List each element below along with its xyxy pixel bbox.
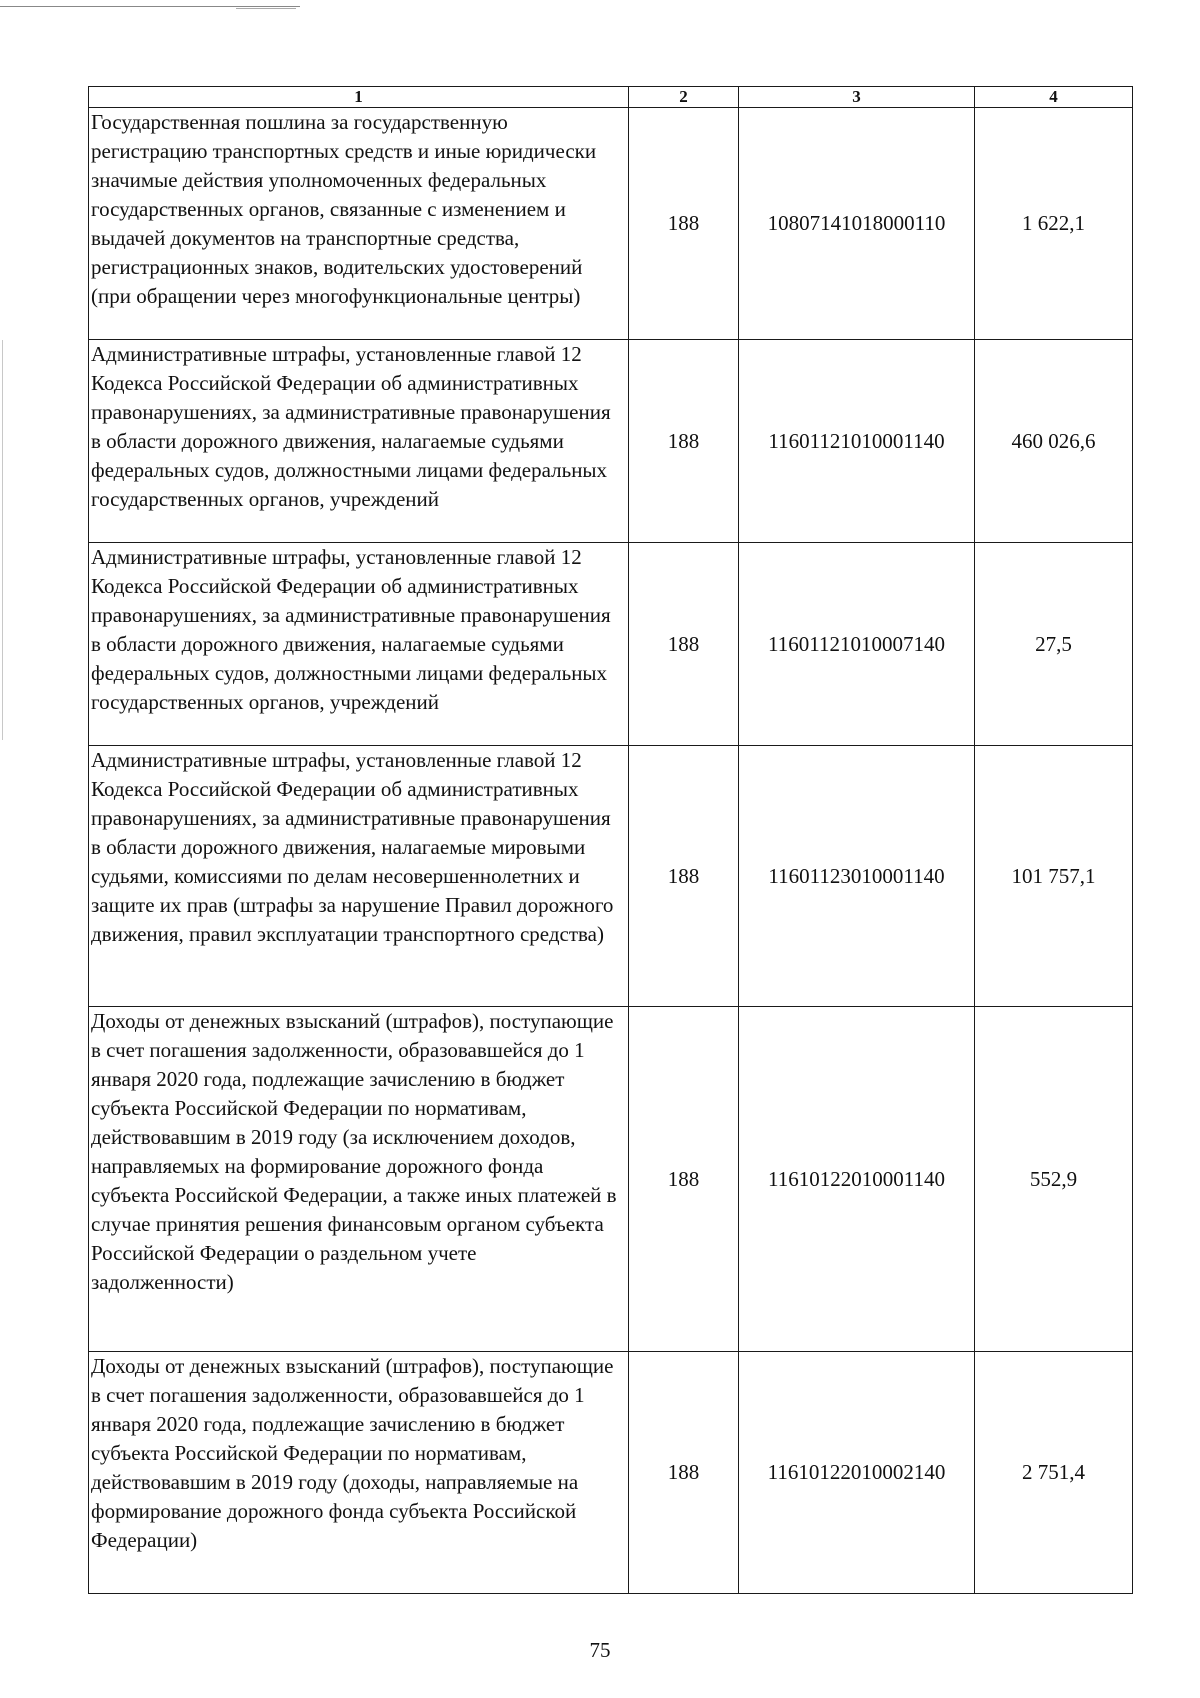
- row-description: Государственная пошлина за государственную регистрацию транспортных средств и иные юридически значимые действия уполномоченных федеральных государственных органов, связанные с изменением и выдачей документов на транспортные средства, регистрационных знаков, водительских удостоверений (при обращении через многофункциональные центры): [89, 108, 629, 340]
- row-admin-code: 188: [629, 1352, 739, 1594]
- table-row: [89, 746, 1133, 1007]
- row-budget-code: 11601121010007140: [739, 543, 975, 746]
- row-amount: 1 622,1: [975, 108, 1133, 340]
- row-admin-code: 188: [629, 1007, 739, 1352]
- scan-artifact-line: [236, 8, 296, 9]
- row-description: Административные штрафы, установленные главой 12 Кодекса Российской Федерации об административных правонарушениях, за административные правонарушения в области дорожного движения, налагаемые судьями федеральных судов, должностными лицами федеральных государственных органов, учреждений: [89, 340, 629, 543]
- row-admin-code: 188: [629, 543, 739, 746]
- row-amount: 552,9: [975, 1007, 1133, 1352]
- column-number-4: 4: [975, 87, 1133, 108]
- row-description: Доходы от денежных взысканий (штрафов), поступающие в счет погашения задолженности, образовавшейся до 1 января 2020 года, подлежащие зачислению в бюджет субъекта Российской Федерации по нормативам, действовавшим в 2019 году (за исключением доходов, направляемых на формирование дорожного фонда субъекта Российской Федерации, а также иных платежей в случае принятия решения финансовым органом субъекта Российской Федерации о раздельном учете задолженности): [89, 1007, 629, 1352]
- revenue-table: [88, 86, 1133, 1594]
- scan-artifact-edge: [2, 340, 3, 740]
- row-amount: 101 757,1: [975, 746, 1133, 1007]
- column-number-3: 3: [739, 87, 975, 108]
- row-description: Административные штрафы, установленные главой 12 Кодекса Российской Федерации об административных правонарушениях, за административные правонарушения в области дорожного движения, налагаемые мировыми судьями, комиссиями по делам несовершеннолетних и защите их прав (штрафы за нарушение Правил дорожного движения, правил эксплуатации транспортного средства): [89, 746, 629, 1007]
- row-admin-code: 188: [629, 340, 739, 543]
- row-description: Доходы от денежных взысканий (штрафов), поступающие в счет погашения задолженности, образовавшейся до 1 января 2020 года, подлежащие зачислению в бюджет субъекта Российской Федерации по нормативам, действовавшим в 2019 году (доходы, направляемые на формирование дорожного фонда субъекта Российской Федерации): [89, 1352, 629, 1594]
- row-amount: 27,5: [975, 543, 1133, 746]
- table-row: [89, 1007, 1133, 1352]
- row-budget-code: 10807141018000110: [739, 108, 975, 340]
- row-budget-code: 11601121010001140: [739, 340, 975, 543]
- column-number-row: [89, 87, 1133, 108]
- table-row: [89, 543, 1133, 746]
- row-admin-code: 188: [629, 746, 739, 1007]
- row-budget-code: 11610122010002140: [739, 1352, 975, 1594]
- row-amount: 460 026,6: [975, 340, 1133, 543]
- page-number: 75: [589, 1638, 611, 1662]
- column-number-1: 1: [89, 87, 629, 108]
- row-admin-code: 188: [629, 108, 739, 340]
- row-budget-code: 11610122010001140: [739, 1007, 975, 1352]
- scan-artifact-line: [0, 6, 300, 7]
- row-amount: 2 751,4: [975, 1352, 1133, 1594]
- column-number-2: 2: [629, 87, 739, 108]
- table-row: [89, 1352, 1133, 1594]
- row-description: Административные штрафы, установленные главой 12 Кодекса Российской Федерации об административных правонарушениях, за административные правонарушения в области дорожного движения, налагаемые судьями федеральных судов, должностными лицами федеральных государственных органов, учреждений: [89, 543, 629, 746]
- table-row: [89, 108, 1133, 340]
- row-budget-code: 11601123010001140: [739, 746, 975, 1007]
- table-row: [89, 340, 1133, 543]
